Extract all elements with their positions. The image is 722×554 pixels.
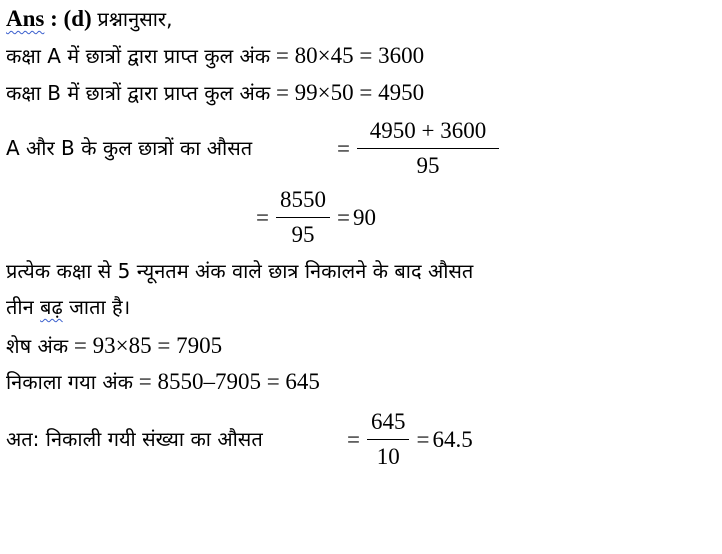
avg-ab-result-equals-right: = [336,204,350,230]
ans-option: (d) [57,6,92,31]
class-b-label: कक्षा B में छात्रों द्वारा प्राप्त कुल अंक [6,81,271,105]
final-fraction [367,408,410,471]
final-equals-left: = [347,426,360,452]
class-a-label: कक्षा A में छात्रों द्वारा प्राप्त कुल अंक [6,44,271,68]
final-numerator: 645 [367,408,410,440]
class-a-total-line [6,43,424,69]
final-denominator: 10 [376,444,400,469]
class-a-equation: = 80×45 = 3600 [270,43,425,68]
final-label-line [6,426,263,452]
final-equals-right: = [416,426,430,452]
statement-line-2 [6,294,130,320]
avg-ab-label-line [6,135,252,161]
avg-ab-label: A और B के कुल छात्रों का औसत [6,136,253,160]
ans-word: प्रश्नानुसार, [97,7,173,31]
avg-ab-equals: = [337,135,350,161]
final-fraction-block [344,408,473,471]
avg-ab-result-fraction [276,186,330,249]
remaining-equation: = 93×85 = 7905 [68,333,223,358]
answer-heading [6,6,172,32]
avg-ab-fraction-block [334,117,503,180]
statement-line-2-post: जाता है। [62,295,131,319]
final-value: 64.5 [432,426,473,452]
avg-ab-result-numerator: 8550 [276,186,330,218]
avg-ab-result-denominator: 95 [291,222,315,247]
statement-line-2-pre: तीन [6,295,41,319]
statement-line-2-wavy-word: बढ़ [40,295,63,319]
final-label: अत: निकाली गयी संख्या का औसत [6,427,263,451]
statement-line-1: प्रत्येक कक्षा से 5 न्यूनतम अंक वाले छात्र निकालने के बाद औसत [6,259,474,283]
remaining-marks-line [6,333,222,359]
removed-marks-line [6,369,320,395]
avg-ab-result-value: 90 [352,204,376,230]
removed-equation: = 8550–7905 = 645 [132,369,320,394]
remaining-label: शेष अंक [6,334,69,358]
avg-ab-denominator: 95 [416,153,440,178]
avg-ab-result-equals-left: = [256,204,269,230]
removed-label: निकाला गया अंक [6,370,133,394]
class-b-equation: = 99×50 = 4950 [270,80,425,105]
class-b-total-line [6,80,424,106]
ans-prefix: Ans [6,6,45,31]
avg-ab-fraction [357,117,499,180]
ans-colon: : [44,6,58,31]
avg-ab-numerator: 4950 + 3600 [357,117,499,149]
avg-ab-result-block [253,186,376,249]
